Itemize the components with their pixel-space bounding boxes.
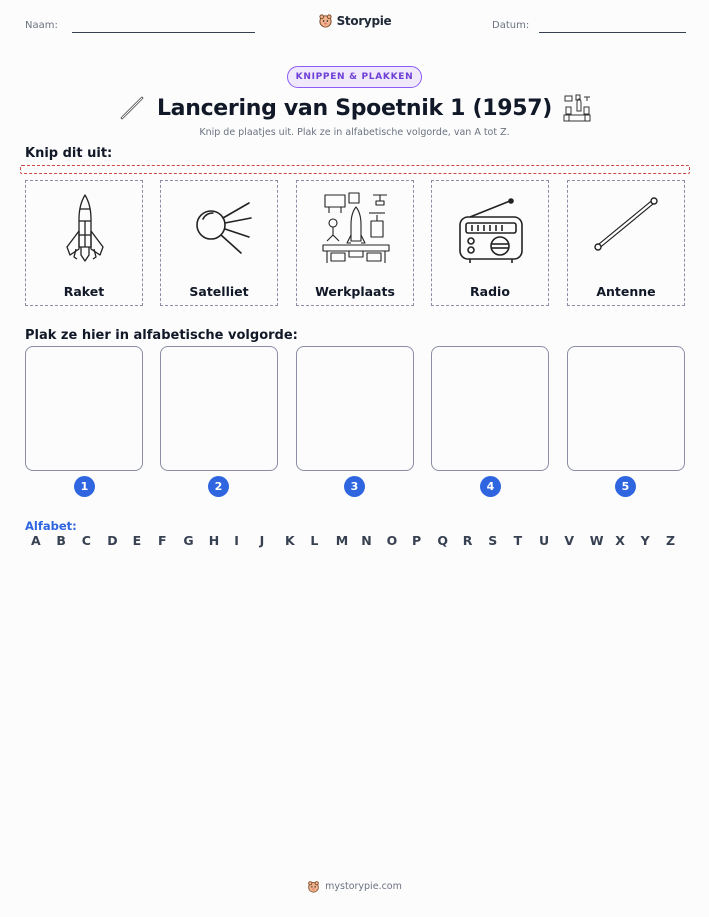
satellite-icon — [185, 191, 255, 267]
alphabet-letter: E — [132, 533, 142, 548]
cut-card-label: Werkplaats — [315, 284, 395, 299]
alphabet-letter: C — [81, 533, 91, 548]
alphabet-letter: F — [158, 533, 167, 548]
number-badge-3: 3 — [344, 476, 365, 497]
alphabet-letter: M — [335, 533, 349, 548]
alphabet-letter: N — [361, 533, 372, 548]
paste-section-label: Plak ze hier in alfabetische volgorde: — [25, 328, 298, 343]
alphabet-letter: V — [564, 533, 575, 548]
alphabet-letter: D — [107, 533, 118, 548]
alphabet-letter: U — [539, 533, 550, 548]
name-label: Naam: — [25, 20, 58, 31]
number-badge-5: 5 — [615, 476, 636, 497]
alphabet-letter: A — [31, 533, 41, 548]
alphabet-letter: J — [259, 533, 265, 548]
alphabet-letter: Z — [666, 533, 676, 548]
alphabet-letter: P — [412, 533, 422, 548]
number-badge-2: 2 — [208, 476, 229, 497]
cut-card-label: Antenne — [596, 284, 656, 299]
rocket-icon — [50, 191, 120, 267]
alphabet-letter: G — [183, 533, 194, 548]
activity-badge: KNIPPEN & PLAKKEN — [287, 66, 422, 88]
cut-card-label: Raket — [63, 284, 105, 299]
radio-icon — [456, 191, 526, 267]
alphabet-letter: H — [208, 533, 220, 548]
page-title: Lancering van Spoetnik 1 (1957) — [156, 95, 553, 121]
cut-card-satelliet[interactable] — [160, 180, 278, 306]
cut-card-raket[interactable] — [25, 180, 143, 306]
alphabet-letter: L — [310, 533, 319, 548]
date-label: Datum: — [492, 20, 530, 31]
alphabet-letter: W — [589, 533, 604, 548]
alphabet-letter: Y — [640, 533, 650, 548]
storypie-logo-icon — [307, 880, 320, 893]
alphabet-letter: O — [386, 533, 398, 548]
paste-box-4[interactable] — [431, 346, 549, 471]
cut-card-werkplaats[interactable] — [296, 180, 414, 306]
alphabet-letter: B — [56, 533, 66, 548]
antenna-icon — [592, 191, 662, 267]
workshop-icon — [321, 191, 391, 267]
instructions: Knip de plaatjes uit. Plak ze in alfabetische volgorde, van A tot Z. — [199, 127, 510, 138]
footer-url[interactable]: mystorypie.com — [325, 881, 402, 892]
paste-box-3[interactable] — [296, 346, 414, 471]
alphabet-letter: Q — [437, 533, 449, 548]
alphabet-letter: S — [488, 533, 498, 548]
cut-card-radio[interactable] — [431, 180, 549, 306]
brand-name: Storypie — [336, 13, 392, 28]
alphabet-letter: I — [234, 533, 239, 548]
footer — [0, 880, 709, 893]
cut-section-label: Knip dit uit: — [25, 146, 113, 161]
alphabet-letter: X — [615, 533, 625, 548]
paste-box-5[interactable] — [567, 346, 685, 471]
antenna-icon — [117, 93, 147, 123]
alphabet-label: Alfabet: — [25, 519, 77, 533]
alphabet-letter: T — [513, 533, 523, 548]
storypie-logo-icon — [318, 13, 333, 28]
cut-card-label: Satelliet — [189, 284, 249, 299]
cut-card-label: Radio — [470, 284, 510, 299]
alphabet-letter: R — [462, 533, 473, 548]
name-line[interactable] — [72, 32, 255, 33]
paste-box-1[interactable] — [25, 346, 143, 471]
date-line[interactable] — [539, 32, 686, 33]
number-badge-4: 4 — [480, 476, 501, 497]
number-badge-1: 1 — [74, 476, 95, 497]
title-row — [0, 92, 709, 124]
alphabet-row — [25, 533, 685, 551]
paste-box-2[interactable] — [160, 346, 278, 471]
cut-card-antenne[interactable] — [567, 180, 685, 306]
cut-line — [20, 165, 690, 174]
alphabet-letter: K — [285, 533, 295, 548]
workshop-icon — [562, 93, 592, 123]
brand-header — [0, 13, 709, 28]
